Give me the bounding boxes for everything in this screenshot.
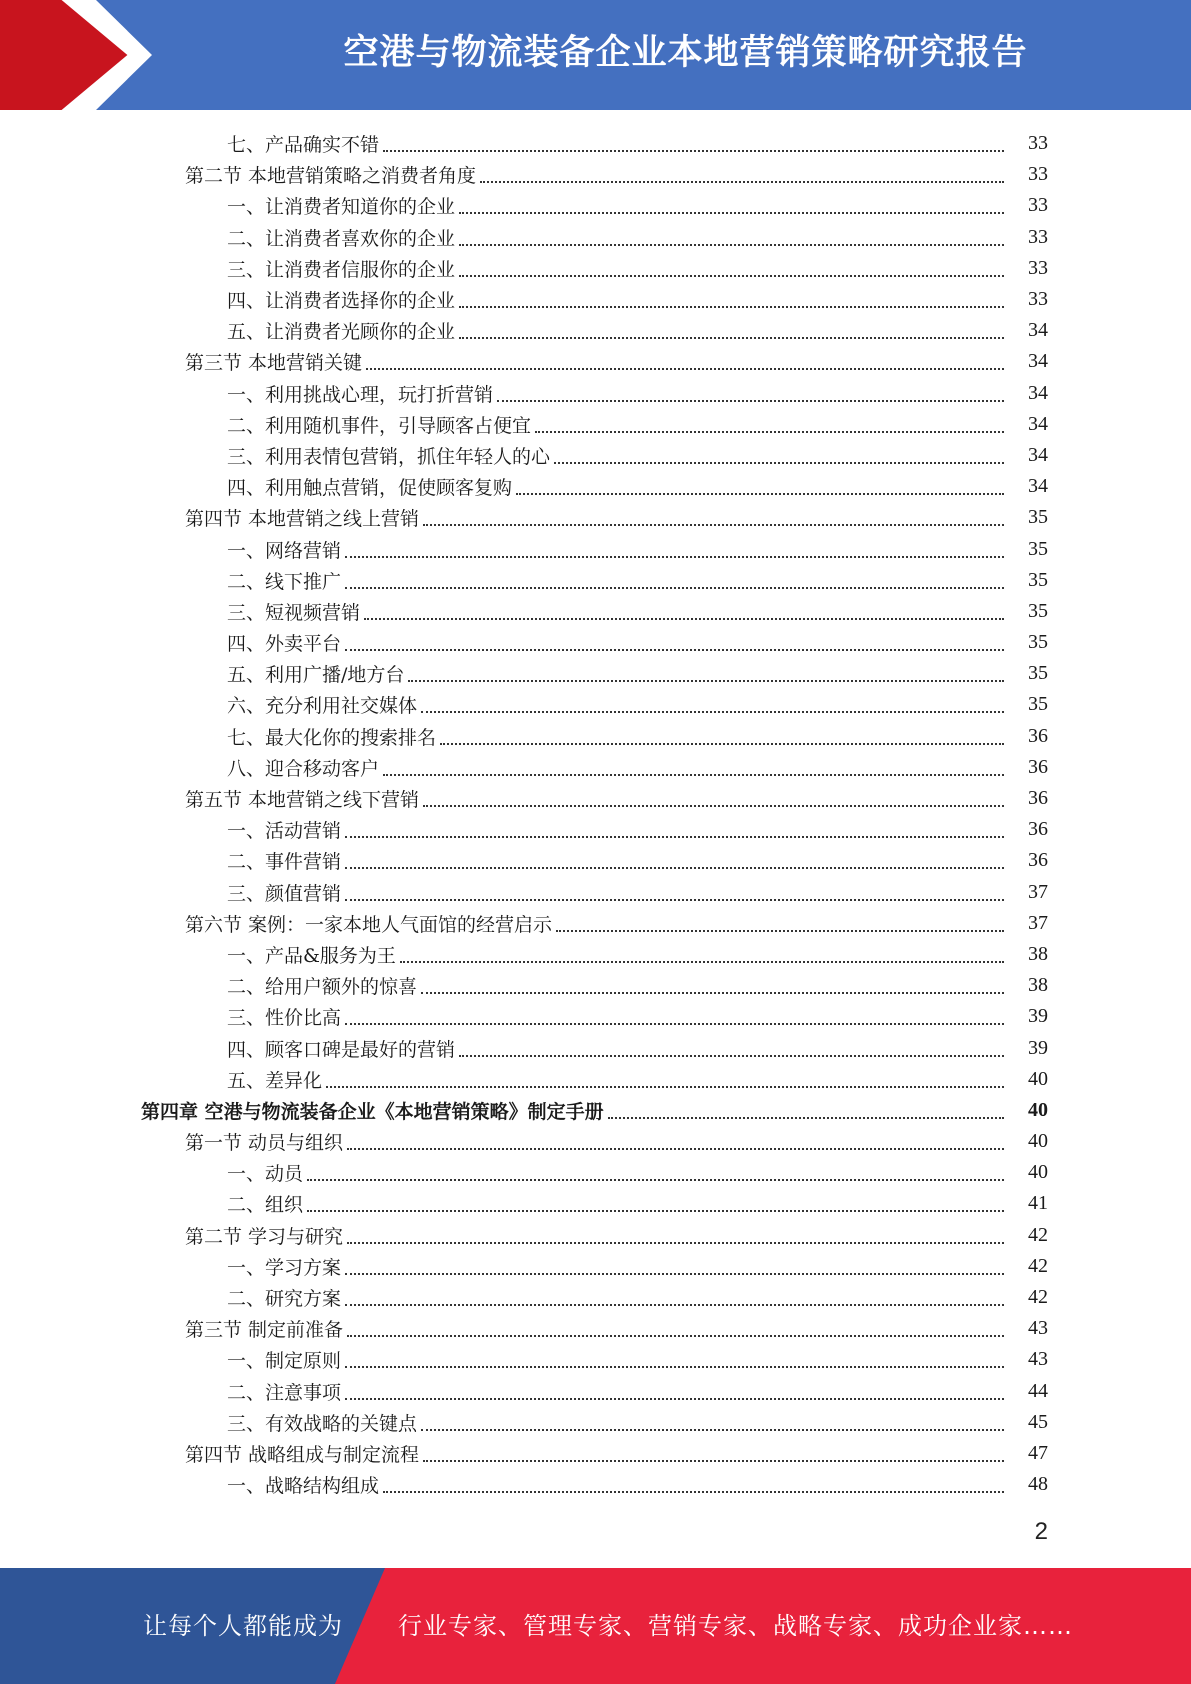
toc-chapter-entry[interactable] (0, 1095, 1191, 1126)
toc-entry-page: 33 (1028, 163, 1048, 186)
toc-entry-page: 43 (1028, 1348, 1048, 1371)
toc-item-entry[interactable] (0, 378, 1191, 409)
toc-item-entry[interactable] (0, 1064, 1191, 1095)
toc-item-entry[interactable] (0, 1157, 1191, 1188)
toc-dot-leader (345, 1365, 1004, 1368)
toc-entry-label: 三、利用表情包营销，抓住年轻人的心 (227, 445, 551, 468)
toc-item-entry[interactable] (0, 128, 1191, 159)
toc-item-entry[interactable] (0, 1469, 1191, 1500)
toc-entry-page: 34 (1028, 381, 1048, 404)
toc-dot-leader (366, 367, 1004, 370)
toc-dot-leader (423, 523, 1004, 526)
toc-entry-page: 34 (1028, 475, 1048, 498)
toc-dot-leader (516, 492, 1004, 495)
toc-entry-label: 四、顾客口碑是最好的营销 (227, 1038, 456, 1061)
toc-entry-page: 33 (1028, 288, 1048, 311)
toc-section-entry[interactable] (0, 1220, 1191, 1251)
toc-entry-label: 七、产品确实不错 (227, 134, 380, 157)
toc-item-entry[interactable] (0, 409, 1191, 440)
toc-dot-leader (347, 1334, 1004, 1337)
toc-dot-leader (400, 960, 1004, 963)
toc-entry-label: 四、让消费者选择你的企业 (227, 290, 456, 313)
toc-entry-label: 二、注意事项 (227, 1381, 342, 1404)
toc-dot-leader (608, 1116, 1004, 1119)
toc-entry-label: 五、差异化 (227, 1069, 323, 1092)
toc-item-entry[interactable] (0, 315, 1191, 346)
toc-entry-page: 40 (1028, 1161, 1048, 1184)
toc-dot-leader (408, 679, 1004, 682)
toc-section-entry[interactable] (0, 1126, 1191, 1157)
toc-dot-leader (440, 742, 1004, 745)
toc-entry-page: 38 (1028, 974, 1048, 997)
toc-entry-page: 35 (1028, 506, 1048, 529)
toc-entry-label: 二、组织 (227, 1194, 304, 1217)
toc-entry-page: 33 (1028, 194, 1048, 217)
toc-dot-leader (421, 1428, 1004, 1431)
table-of-contents (0, 128, 1191, 1500)
toc-entry-label: 六、充分利用社交媒体 (227, 695, 418, 718)
toc-item-entry[interactable] (0, 970, 1191, 1001)
toc-entry-label: 第四章 空港与物流装备企业《本地营销策略》制定手册 (141, 1100, 604, 1123)
toc-entry-page: 37 (1028, 880, 1048, 903)
toc-dot-leader (345, 1022, 1004, 1025)
toc-dot-leader (383, 773, 1004, 776)
toc-section-entry[interactable] (0, 783, 1191, 814)
toc-dot-leader (423, 1459, 1004, 1462)
toc-entry-label: 一、利用挑战心理，玩打折营销 (227, 383, 494, 406)
toc-dot-leader (459, 243, 1004, 246)
toc-item-entry[interactable] (0, 1282, 1191, 1313)
toc-item-entry[interactable] (0, 1032, 1191, 1063)
toc-item-entry[interactable] (0, 1188, 1191, 1219)
toc-entry-label: 三、性价比高 (227, 1007, 342, 1030)
toc-entry-label: 三、颜值营销 (227, 882, 342, 905)
toc-item-entry[interactable] (0, 471, 1191, 502)
toc-dot-leader (535, 430, 1004, 433)
toc-item-entry[interactable] (0, 721, 1191, 752)
toc-dot-leader (556, 929, 1004, 932)
toc-entry-page: 36 (1028, 849, 1048, 872)
toc-dot-leader (345, 835, 1004, 838)
toc-entry-page: 35 (1028, 662, 1048, 685)
toc-dot-leader (345, 648, 1004, 651)
toc-dot-leader (345, 1397, 1004, 1400)
footer-slogan-left: 让每个人都能成为 (143, 1612, 343, 1640)
toc-dot-leader (554, 461, 1004, 464)
toc-entry-page: 42 (1028, 1223, 1048, 1246)
toc-entry-label: 一、让消费者知道你的企业 (227, 196, 456, 219)
toc-entry-page: 38 (1028, 942, 1048, 965)
toc-item-entry[interactable] (0, 939, 1191, 970)
toc-entry-page: 36 (1028, 787, 1048, 810)
toc-entry-label: 四、利用触点营销，促使顾客复购 (227, 477, 513, 500)
toc-dot-leader (345, 898, 1004, 901)
toc-entry-label: 第四节 本地营销之线上营销 (185, 508, 420, 531)
toc-item-entry[interactable] (0, 284, 1191, 315)
toc-item-entry[interactable] (0, 1407, 1191, 1438)
toc-entry-label: 一、网络营销 (227, 539, 342, 562)
toc-entry-label: 一、制定原则 (227, 1350, 342, 1373)
toc-dot-leader (307, 1209, 1004, 1212)
report-title: 空港与物流装备企业本地营销策略研究报告 (343, 33, 1028, 73)
toc-entry-page: 34 (1028, 350, 1048, 373)
toc-entry-label: 二、研究方案 (227, 1288, 342, 1311)
toc-item-entry[interactable] (0, 1001, 1191, 1032)
toc-entry-label: 第六节 案例：一家本地人气面馆的经营启示 (185, 913, 553, 936)
toc-section-entry[interactable] (0, 346, 1191, 377)
toc-item-entry[interactable] (0, 253, 1191, 284)
toc-entry-label: 一、产品&服务为王 (227, 944, 396, 967)
toc-item-entry[interactable] (0, 877, 1191, 908)
toc-entry-page: 43 (1028, 1317, 1048, 1340)
toc-entry-label: 第三节 制定前准备 (185, 1319, 344, 1342)
toc-entry-label: 第三节 本地营销关键 (185, 352, 363, 375)
toc-entry-page: 36 (1028, 818, 1048, 841)
toc-entry-label: 二、线下推广 (227, 570, 342, 593)
toc-entry-page: 33 (1028, 225, 1048, 248)
toc-entry-page: 35 (1028, 631, 1048, 654)
page-footer (0, 1568, 1191, 1684)
toc-dot-leader (345, 1272, 1004, 1275)
toc-dot-leader (480, 180, 1004, 183)
toc-section-entry[interactable] (0, 908, 1191, 939)
toc-section-entry[interactable] (0, 1438, 1191, 1469)
page-header (0, 0, 1191, 110)
header-red-arrow-decoration (0, 0, 140, 110)
toc-item-entry[interactable] (0, 440, 1191, 471)
toc-entry-page: 40 (1028, 1067, 1048, 1090)
toc-entry-label: 第二节 本地营销策略之消费者角度 (185, 165, 477, 188)
toc-entry-page: 39 (1028, 1005, 1048, 1028)
toc-item-entry[interactable] (0, 190, 1191, 221)
toc-entry-page: 41 (1028, 1192, 1048, 1215)
toc-dot-leader (345, 555, 1004, 558)
toc-entry-label: 五、利用广播/地方台 (227, 664, 405, 687)
toc-entry-page: 44 (1028, 1379, 1048, 1402)
toc-item-entry[interactable] (0, 658, 1191, 689)
toc-section-entry[interactable] (0, 159, 1191, 190)
toc-entry-label: 四、外卖平台 (227, 633, 342, 656)
toc-dot-leader (459, 305, 1004, 308)
toc-dot-leader (421, 710, 1004, 713)
toc-item-entry[interactable] (0, 533, 1191, 564)
toc-entry-label: 第四节 战略组成与制定流程 (185, 1443, 420, 1466)
toc-entry-page: 34 (1028, 319, 1048, 342)
toc-dot-leader (459, 336, 1004, 339)
toc-entry-page: 37 (1028, 911, 1048, 934)
toc-entry-page: 33 (1028, 132, 1048, 155)
toc-entry-label: 二、让消费者喜欢你的企业 (227, 227, 456, 250)
toc-entry-label: 一、战略结构组成 (227, 1475, 380, 1498)
toc-entry-page: 35 (1028, 568, 1048, 591)
toc-entry-page: 48 (1028, 1473, 1048, 1496)
toc-entry-page: 42 (1028, 1254, 1048, 1277)
page-number: 2 (1034, 1518, 1048, 1545)
toc-dot-leader (347, 1147, 1004, 1150)
toc-entry-label: 二、事件营销 (227, 851, 342, 874)
toc-entry-page: 33 (1028, 256, 1048, 279)
toc-item-entry[interactable] (0, 627, 1191, 658)
toc-entry-label: 一、动员 (227, 1163, 304, 1186)
toc-entry-page: 36 (1028, 724, 1048, 747)
toc-dot-leader (345, 1303, 1004, 1306)
toc-entry-page: 35 (1028, 693, 1048, 716)
toc-item-entry[interactable] (0, 565, 1191, 596)
toc-entry-label: 五、让消费者光顾你的企业 (227, 321, 456, 344)
toc-entry-label: 七、最大化你的搜索排名 (227, 726, 437, 749)
toc-entry-label: 二、给用户额外的惊喜 (227, 976, 418, 999)
toc-dot-leader (307, 1178, 1004, 1181)
toc-item-entry[interactable] (0, 222, 1191, 253)
toc-dot-leader (459, 274, 1004, 277)
footer-slogan-right: 行业专家、管理专家、营销专家、战略专家、成功企业家…… (398, 1612, 1073, 1640)
toc-section-entry[interactable] (0, 502, 1191, 533)
toc-item-entry[interactable] (0, 752, 1191, 783)
toc-item-entry[interactable] (0, 1376, 1191, 1407)
toc-entry-page: 34 (1028, 412, 1048, 435)
toc-entry-page: 47 (1028, 1441, 1048, 1464)
toc-dot-leader (383, 1490, 1004, 1493)
toc-item-entry[interactable] (0, 1251, 1191, 1282)
toc-dot-leader (326, 1085, 1004, 1088)
toc-item-entry[interactable] (0, 814, 1191, 845)
toc-dot-leader (347, 1241, 1004, 1244)
toc-dot-leader (383, 149, 1004, 152)
toc-entry-page: 35 (1028, 537, 1048, 560)
toc-dot-leader (423, 804, 1004, 807)
toc-entry-label: 第五节 本地营销之线下营销 (185, 789, 420, 812)
toc-entry-label: 第二节 学习与研究 (185, 1225, 344, 1248)
toc-entry-label: 一、活动营销 (227, 820, 342, 843)
toc-dot-leader (345, 586, 1004, 589)
toc-entry-page: 40 (1028, 1130, 1048, 1153)
toc-entry-label: 三、有效战略的关键点 (227, 1412, 418, 1435)
toc-entry-page: 45 (1028, 1410, 1048, 1433)
toc-entry-label: 第一节 动员与组织 (185, 1132, 344, 1155)
toc-dot-leader (459, 211, 1004, 214)
toc-entry-page: 42 (1028, 1286, 1048, 1309)
toc-entry-label: 八、迎合移动客户 (227, 757, 380, 780)
toc-entry-page: 39 (1028, 1036, 1048, 1059)
toc-item-entry[interactable] (0, 845, 1191, 876)
toc-dot-leader (364, 617, 1004, 620)
toc-entry-label: 二、利用随机事件，引导顾客占便宜 (227, 414, 532, 437)
toc-item-entry[interactable] (0, 596, 1191, 627)
toc-dot-leader (497, 399, 1004, 402)
toc-entry-page: 34 (1028, 443, 1048, 466)
toc-entry-page: 35 (1028, 599, 1048, 622)
toc-section-entry[interactable] (0, 1313, 1191, 1344)
toc-entry-page: 40 (1028, 1098, 1048, 1121)
toc-dot-leader (421, 991, 1004, 994)
toc-entry-label: 三、短视频营销 (227, 601, 361, 624)
toc-item-entry[interactable] (0, 1344, 1191, 1375)
toc-dot-leader (345, 866, 1004, 869)
toc-entry-label: 一、学习方案 (227, 1256, 342, 1279)
toc-item-entry[interactable] (0, 689, 1191, 720)
toc-entry-page: 36 (1028, 755, 1048, 778)
toc-entry-label: 三、让消费者信服你的企业 (227, 258, 456, 281)
toc-dot-leader (459, 1054, 1004, 1057)
